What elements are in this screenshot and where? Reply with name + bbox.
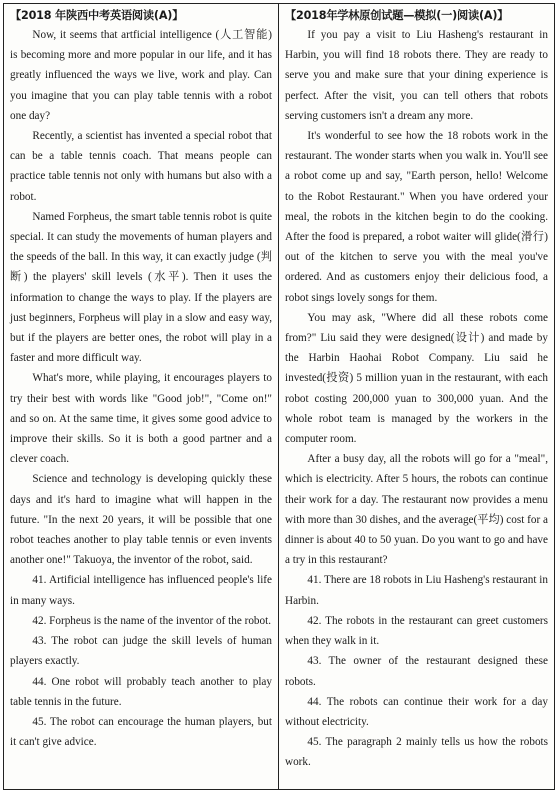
right-question-42: 42. The robots in the restaurant can greet customers when they walk in it. [285, 614, 548, 648]
right-paragraph-3: You may ask, "Where did all these robots come from?" Liu said they were designed(设计) and made by the Harbin Haohai Robot Company. Liu said he invested(投资) 5 million yuan in the restaurant, with each robot costing 200,000 yuan to 300,000 yuan. And the whole robot team is managed by the workers in the computer room. [285, 311, 548, 446]
right-title: 【2018年学林原创试题—模拟(一)阅读(A)】 [285, 9, 509, 22]
left-paragraph-3: Named Forpheus, the smart table tennis robot is quite special. It can study the movements of human players and the speeds of the ball. In this way, it can exactly judge (判断) the players' skill levels (水平). Then it uses the information to change the ways to play. If the players are just beginners, Forpheus will play in a slow and easy way, but if the players are better ones, the robot will play in a faster and more difficult way. [10, 210, 272, 365]
left-column [4, 4, 279, 789]
left-title: 【2018 年陕西中考英语阅读(A)】 [10, 9, 184, 22]
left-question-44: 44. One robot will probably teach another to play table tennis in the future. [10, 675, 272, 708]
left-paragraph-4: What's more, while playing, it encourages players to try their best with words like "Good job!", "Come on!" and so on. At the same time, it gives some good advice to improve their skills. So it is both a good partner and a clever coach. [10, 372, 272, 466]
left-question-43: 43. The robot can judge the skill levels of human players exactly. [10, 635, 272, 668]
right-paragraph-1: If you pay a visit to Liu Hasheng's restaurant in Harbin, you will find 18 robots there. They are ready to serve you and make sure that your dining experience is perfect. After the visit, you can tell others that robots serving customers isn't a dream any more. [285, 29, 548, 122]
right-question-43: 43. The owner of the restaurant designed these robots. [285, 655, 548, 688]
left-paragraph-2: Recently, a scientist has invented a special robot that can be a table tennis coach. That means people can practice table tennis not only with humans but also with a robot. [10, 130, 272, 203]
exam-page [3, 3, 555, 790]
right-question-45: 45. The paragraph 2 mainly tells us how the robots work. [285, 736, 548, 769]
left-question-45: 45. The robot can encourage the human players, but it can't give advice. [10, 715, 272, 749]
right-paragraph-2: It's wonderful to see how the 18 robots work in the restaurant. The wonder starts when you walk in. You'll see a robot come up and say, "Earth person, hello! Welcome to the Robot Restaurant." When you have ordered your meal, the robots in the kitchen begin to do the cooking. After the food is prepared, a robot waiter will glide(滑行) out of the kitchen to serve you with the meal you've ordered. And as customers enjoy their delicious food, a robot sings lovely songs for them. [285, 130, 548, 304]
right-question-44: 44. The robots can continue their work for a day without electricity. [285, 695, 548, 728]
left-question-41: 41. Artificial intelligence has influenced people's life in many ways. [10, 574, 272, 607]
left-paragraph-5: Science and technology is developing quickly these days and it's hard to imagine what will happen in the future. "In the next 20 years, it will be possible that one robot teaches another to play table tennis or even invents another one!" Takuoya, the inventor of the robot, said. [10, 473, 272, 567]
right-paragraph-4: After a busy day, all the robots will go for a "meal", which is electricity. After 5 hours, the robots can continue their work for a day. The restaurant now provides a menu with more than 30 dishes, and the average(平均) cost for a dinner is about 40 to 50 yuan. Do you want to go and have a try in this restaurant? [285, 453, 548, 567]
right-question-41: 41. There are 18 robots in Liu Hasheng's restaurant in Harbin. [285, 574, 548, 607]
left-question-42: 42. Forpheus is the name of the inventor of the robot. [32, 614, 272, 627]
right-column [279, 4, 554, 789]
left-paragraph-1: Now, it seems that artficial intelligence (人工智能) is becoming more and more popular in our life, and it has greatly influenced the ways we live, work and play. Can you imagine that you can play table tennis with a robot one day? [10, 29, 272, 122]
